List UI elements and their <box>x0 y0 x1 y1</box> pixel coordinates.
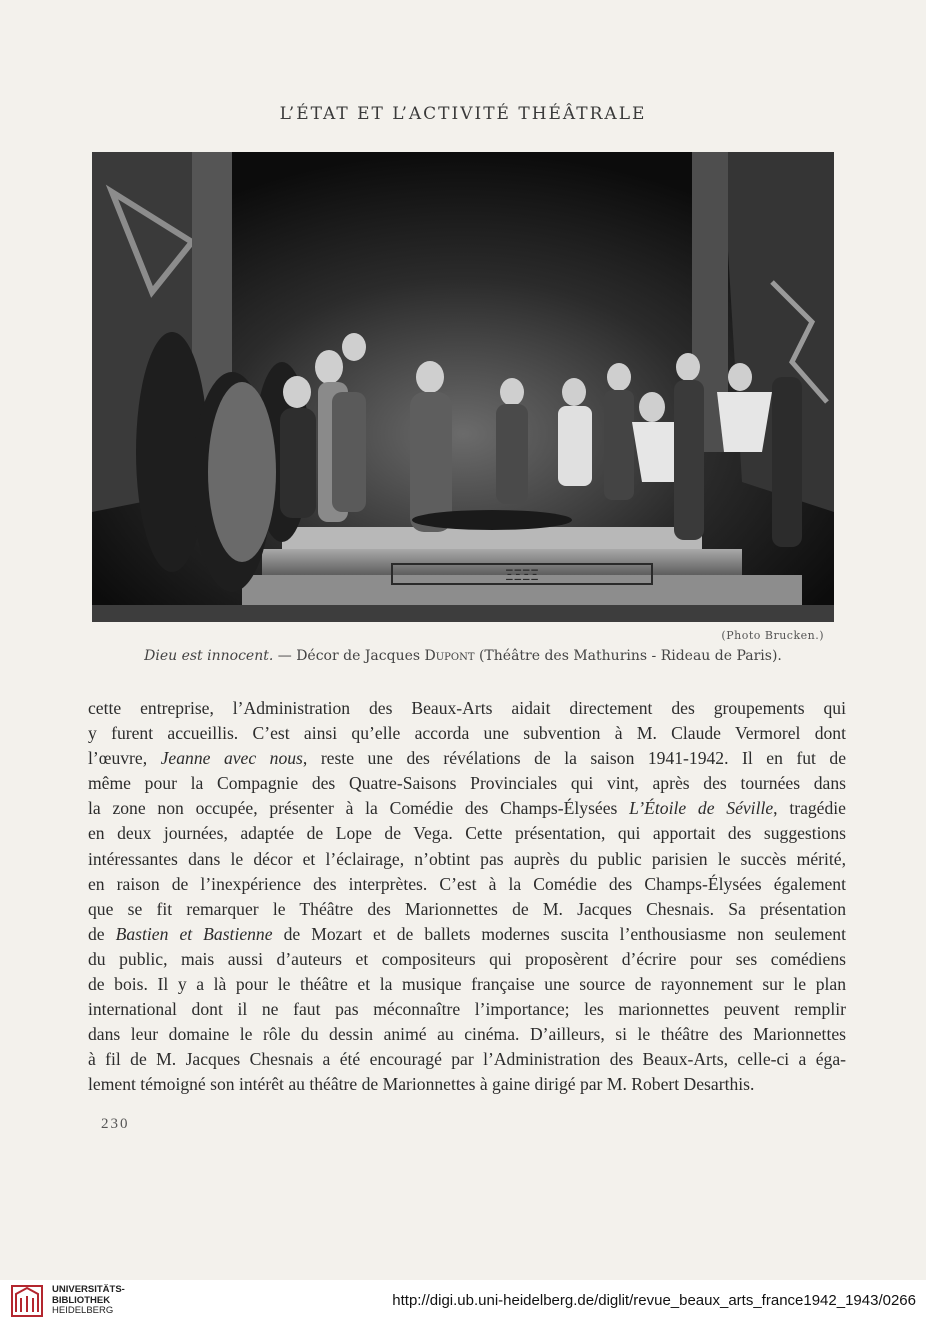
running-title: L’ÉTAT ET L’ACTIVITÉ THÉÂTRALE <box>279 104 647 124</box>
figure-caption <box>0 648 926 664</box>
title-etoile-de-seville: L’Étoile de Séville <box>629 798 774 819</box>
photo-credit: (Photo Brucken.) <box>721 629 824 642</box>
caption-designer: Dupont <box>424 648 475 664</box>
university-library-logo-icon <box>10 1284 44 1318</box>
text-line: y furent accueillis. C’est ainsi qu’elle accorda une subvention à M. Claude Vermorel dont <box>88 723 846 744</box>
text-line: cette entreprise, l’Administration des Beaux-Arts aidait directement des groupements qui <box>88 698 846 718</box>
stage-photograph <box>92 152 834 622</box>
text-line: que se fit remarquer le Théâtre des Marionnettes de M. Jacques Chesnais. Sa présentation <box>88 898 846 919</box>
text-line: l’œuvre, Jeanne avec nous, reste une des révélations de la saison 1941-1942. Il en fut de <box>88 748 846 769</box>
page-number: 230 <box>101 1116 130 1132</box>
caption-separator: — Décor de Jacques <box>273 648 425 664</box>
text-line: la zone non occupée, présenter à la Comédie des Champs-Élysées L’Étoile de Séville, tragédie <box>88 798 846 819</box>
text-line: international dont il ne faut pas méconnaître l’importance; les marionnettes peuvent remplir <box>88 999 846 1020</box>
text-line: dans leur domaine le rôle du dessin animé au cinéma. D’ailleurs, si le théâtre des Marionnettes <box>88 1024 846 1045</box>
source-url-link[interactable]: http://digi.ub.uni-heidelberg.de/diglit/revue_beaux_arts_france1942_1943/0266 <box>392 1292 916 1309</box>
text-line: à fil de M. Jacques Chesnais a été encouragé par l’Administration des Beaux-Arts, celle-ci a éga- <box>88 1049 846 1070</box>
title-jeanne-avec-nous: Jeanne avec nous <box>160 748 303 769</box>
stage-scene-illustration <box>92 152 834 622</box>
text-line: lement témoigné son intérêt au théâtre de Marionnettes à gaine dirigé par M. Robert Desarthis. <box>88 1074 755 1095</box>
library-name: UNIVERSITÄTS- BIBLIOTHEK HEIDELBERG <box>52 1284 125 1316</box>
body-paragraph <box>88 696 846 1098</box>
text-line: même pour la Compagnie des Quatre-Saisons Provinciales qui vint, après des tournées dans <box>88 773 846 794</box>
text-line: en deux journées, adaptée de Lope de Vega. Cette présentation, qui apportait des suggestions <box>88 823 846 844</box>
caption-title: Dieu est innocent. <box>144 648 274 664</box>
text-line: de bois. Il y a là pour le théâtre et la musique française une source de rayonnement sur le plan <box>88 974 846 995</box>
text-line: en raison de l’inexpérience des interprètes. C’est à la Comédie des Champs-Élysées également <box>88 873 846 894</box>
meander-frieze: ΞΞΞΞ <box>505 568 539 584</box>
footer-bar <box>0 1280 926 1320</box>
text-line: de Bastien et Bastienne de Mozart et de ballets modernes suscita l’enthousiasme non seulement <box>88 923 846 944</box>
title-bastien-et-bastienne: Bastien et Bastienne <box>115 923 273 944</box>
text-line: du public, mais aussi d’auteurs et compositeurs qui proposèrent d’écrire pour ses comédiens <box>88 948 846 969</box>
caption-venue: (Théâtre des Mathurins - Rideau de Paris). <box>474 648 782 664</box>
text-line: intéressantes dans le décor et l’éclairage, n’obtint pas auprès du public parisien le succès mérité, <box>88 848 846 869</box>
